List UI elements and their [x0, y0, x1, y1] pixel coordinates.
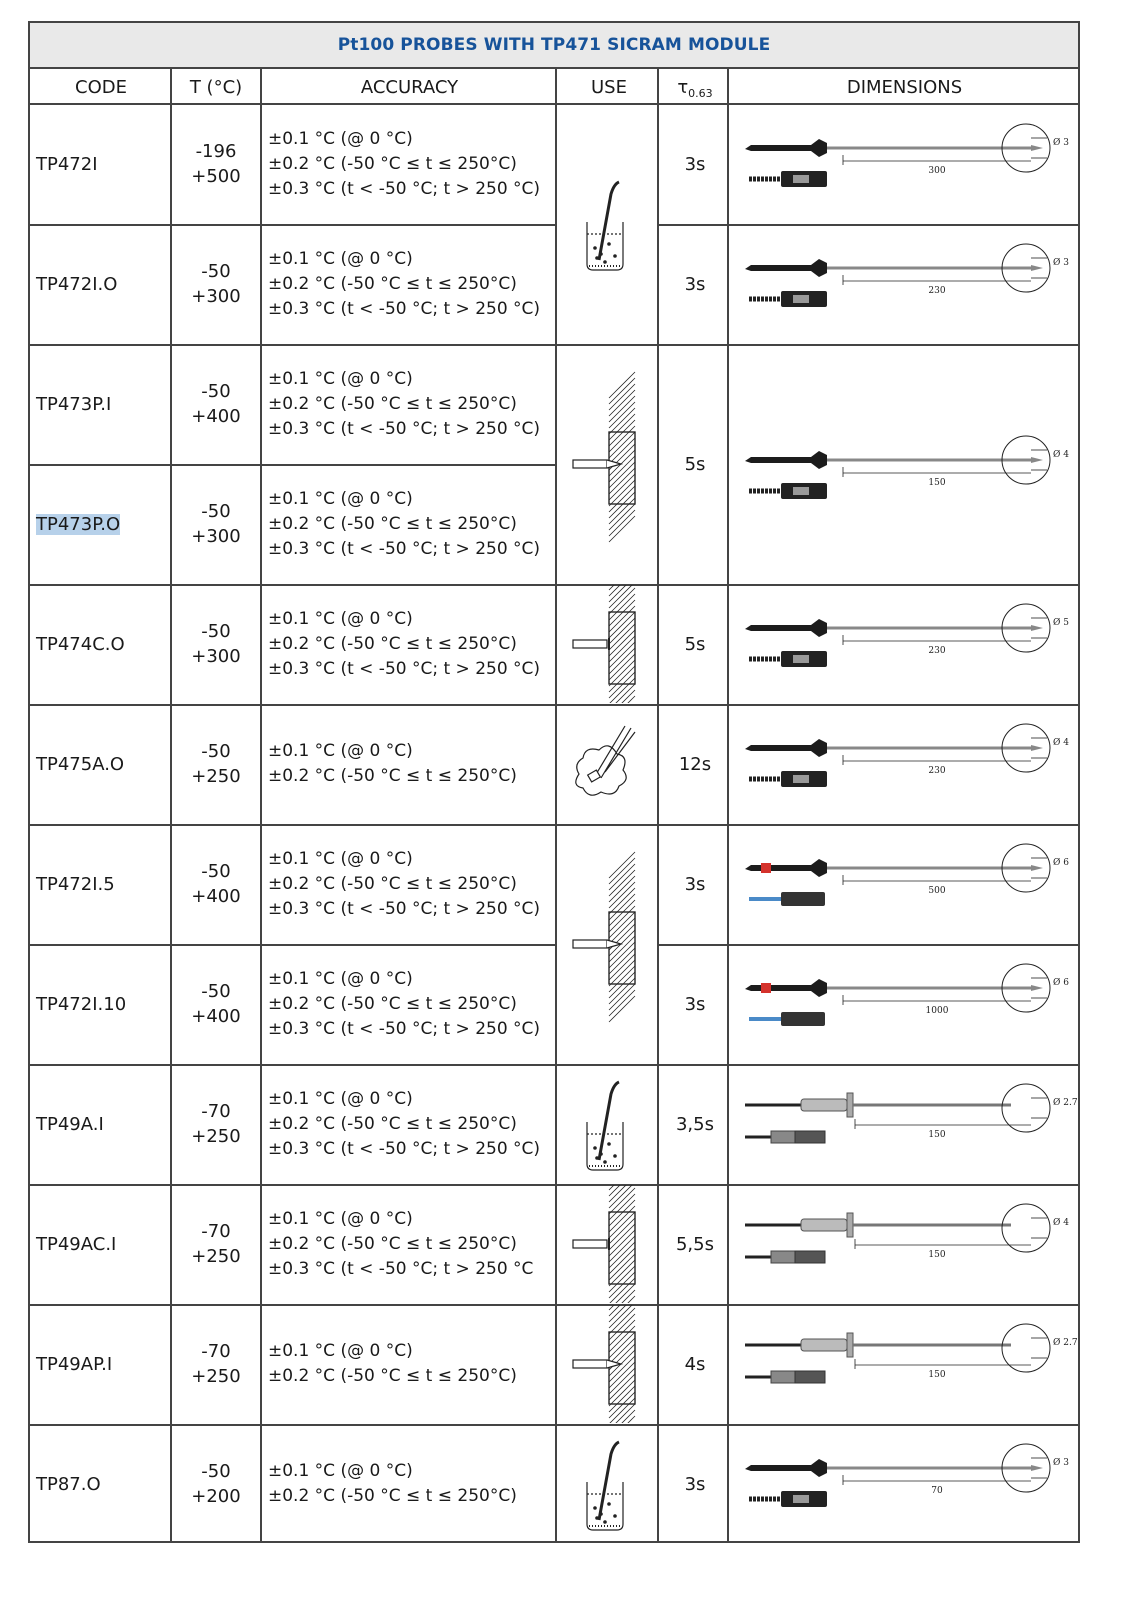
accuracy-line: ±0.2 °C (-50 °C ≤ t ≤ 250°C): [268, 633, 517, 654]
use-pictogram: [559, 1425, 659, 1543]
header-accuracy: ACCURACY: [360, 76, 459, 98]
beaker-immersion-icon: [587, 1082, 623, 1170]
code-cell: [36, 1425, 170, 1543]
dimensions-cell: [731, 1185, 1078, 1303]
accuracy-cell: [268, 705, 556, 823]
diameter-label: Ø 2.7: [1053, 1098, 1078, 1108]
penetration-wall-icon: [573, 1305, 635, 1423]
accuracy-line: ±0.3 °C (t < -50 °C; t > 250 °C): [268, 298, 541, 319]
length-label: 70: [931, 1486, 943, 1496]
temperature-min: -70: [201, 1101, 231, 1122]
connector: [771, 1371, 795, 1383]
temperature-min: -70: [201, 1221, 231, 1242]
temperature-min: -50: [201, 981, 231, 1002]
probe-drawing: [745, 964, 1069, 1026]
temperature-max: +250: [191, 1366, 241, 1387]
accuracy-line: ±0.1 °C (@ 0 °C): [268, 488, 413, 509]
accuracy-line: ±0.3 °C (t < -50 °C; t > 250 °C): [268, 178, 541, 199]
accuracy-cell: [268, 1185, 556, 1303]
accuracy-line: ±0.2 °C (-50 °C ≤ t ≤ 250°C): [268, 873, 517, 894]
header-temperature: T (°C): [189, 76, 243, 98]
tau-cell: 3s: [684, 1473, 706, 1495]
temperature-cell: [172, 825, 260, 943]
accuracy-line: ±0.1 °C (@ 0 °C): [268, 608, 413, 629]
air-gas-icon: [576, 726, 635, 795]
product-code[interactable]: TP473P.I: [36, 393, 112, 415]
connector: [795, 1251, 825, 1263]
temperature-max: +300: [191, 526, 241, 547]
probe-handle: [745, 259, 827, 277]
dimension-drawing: [731, 105, 1078, 223]
temperature-min: -196: [195, 141, 237, 162]
accuracy-line: ±0.3 °C (t < -50 °C; t > 250 °C): [268, 658, 541, 679]
probe-handle: [745, 139, 827, 157]
code-cell: [36, 825, 170, 943]
module-label: [793, 175, 809, 183]
probe-handle: [745, 859, 827, 877]
temperature-max: +250: [191, 766, 241, 787]
probe-drawing: [745, 724, 1069, 787]
use-pictogram: [559, 705, 659, 823]
accuracy-line: ±0.2 °C (-50 °C ≤ t ≤ 250°C): [268, 1233, 517, 1254]
probe-tip: [1031, 625, 1043, 631]
use-cell: [559, 105, 659, 343]
temperature-cell: [172, 1185, 260, 1303]
accuracy-line: ±0.3 °C (t < -50 °C; t > 250 °C: [268, 1258, 534, 1279]
temperature-cell: [172, 585, 260, 703]
temperature-cell: [172, 705, 260, 823]
accuracy-line: ±0.1 °C (@ 0 °C): [268, 1208, 413, 1229]
product-code[interactable]: TP49AP.I: [36, 1353, 113, 1375]
penetration-wall-icon: [573, 372, 635, 542]
code-cell: [36, 105, 170, 223]
length-label: 230: [928, 766, 946, 776]
tau-cell: 5s: [684, 633, 706, 655]
code-cell: [36, 1185, 170, 1303]
use-cell: [559, 705, 659, 823]
header-dimensions: DIMENSIONS: [846, 76, 963, 98]
length-label: 1000: [925, 1006, 949, 1016]
probe-tip: [1031, 265, 1043, 271]
temperature-min: -70: [201, 1341, 231, 1362]
accuracy-line: ±0.2 °C (-50 °C ≤ t ≤ 250°C): [268, 766, 517, 786]
temperature-max: +400: [191, 886, 241, 907]
accuracy-line: ±0.1 °C (@ 0 °C): [268, 1461, 413, 1481]
diameter-label: Ø 4: [1053, 1218, 1069, 1228]
dimensions-cell: [731, 585, 1078, 703]
probe-tip: [1031, 985, 1043, 991]
use-cell: [559, 1305, 659, 1423]
accuracy-line: ±0.1 °C (@ 0 °C): [268, 968, 413, 989]
accuracy-line: ±0.1 °C (@ 0 °C): [268, 368, 413, 389]
beaker-immersion-icon: [587, 182, 623, 270]
tau-cell: 3s: [684, 873, 706, 895]
header-tau: [661, 69, 729, 105]
accuracy-cell: [268, 1305, 556, 1423]
code-cell: [36, 1065, 170, 1183]
probe-handle: [745, 1459, 827, 1477]
module-label: [793, 775, 809, 783]
connector: [771, 1251, 795, 1263]
dimensions-cell: [731, 1425, 1078, 1543]
length-label: 150: [928, 1130, 946, 1140]
knurled-handle: [801, 1099, 847, 1111]
temperature-cell: [172, 105, 260, 223]
tau-cell: 3s: [684, 273, 706, 295]
temperature-cell: [172, 1425, 260, 1543]
code-cell: [36, 705, 170, 823]
use-pictogram: [559, 1305, 659, 1423]
knurled-handle: [801, 1219, 847, 1231]
dimension-drawing: [731, 345, 1078, 583]
diameter-label: Ø 5: [1053, 618, 1069, 628]
use-cell: [559, 585, 659, 703]
temperature-cell: [172, 225, 260, 343]
code-cell: [36, 465, 170, 583]
dimensions-cell: [731, 705, 1078, 823]
accuracy-line: ±0.2 °C (-50 °C ≤ t ≤ 250°C): [268, 1486, 517, 1506]
accuracy-line: ±0.1 °C (@ 0 °C): [268, 741, 413, 761]
temperature-max: +300: [191, 646, 241, 667]
accuracy-cell: [268, 465, 556, 583]
accuracy-line: ±0.1 °C (@ 0 °C): [268, 848, 413, 869]
product-code[interactable]: TP475A.O: [36, 753, 125, 775]
header-use: USE: [591, 76, 627, 98]
probe-tip: [1031, 457, 1043, 463]
accuracy-cell: [268, 345, 556, 463]
product-code[interactable]: TP87.O: [36, 1473, 101, 1495]
temperature-max: +200: [191, 1486, 241, 1507]
diameter-label: Ø 6: [1053, 858, 1069, 868]
accuracy-line: ±0.3 °C (t < -50 °C; t > 250 °C): [268, 418, 541, 439]
probe-drawing: [745, 124, 1069, 187]
diameter-label: Ø 3: [1053, 258, 1069, 268]
connector: [771, 1131, 795, 1143]
accuracy-cell: [268, 585, 556, 703]
temperature-min: -50: [201, 861, 231, 882]
diameter-label: Ø 3: [1053, 138, 1069, 148]
accuracy-line: ±0.3 °C (t < -50 °C; t > 250 °C): [268, 1018, 541, 1039]
handle-collar: [847, 1333, 853, 1357]
product-code[interactable]: TP472I.O: [36, 273, 118, 295]
temperature-cell: [172, 345, 260, 463]
temperature-max: +400: [191, 406, 241, 427]
temperature-cell: [172, 945, 260, 1063]
tau-subscript: 0.63: [688, 86, 713, 100]
accuracy-line: ±0.1 °C (@ 0 °C): [268, 1088, 413, 1109]
product-code[interactable]: TP472I.10: [36, 993, 127, 1015]
handle-collar: [847, 1093, 853, 1117]
accuracy-line: ±0.2 °C (-50 °C ≤ t ≤ 250°C): [268, 993, 517, 1014]
accuracy-line: ±0.2 °C (-50 °C ≤ t ≤ 250°C): [268, 273, 517, 294]
column-divider-temp: [260, 67, 262, 1543]
connector: [795, 1131, 825, 1143]
module-label: [793, 295, 809, 303]
code-cell: [36, 225, 170, 343]
dimension-drawing: [731, 585, 1078, 703]
probe-drawing: [745, 844, 1069, 906]
diameter-label: Ø 2.7: [1053, 1338, 1078, 1348]
tau-cell: 3,5s: [675, 1113, 714, 1135]
accuracy-line: ±0.3 °C (t < -50 °C; t > 250 °C): [268, 538, 541, 559]
temperature-min: -50: [201, 381, 231, 402]
product-code[interactable]: TP473P.O: [36, 513, 121, 535]
tau-cell: 4s: [684, 1353, 706, 1375]
use-cell: [559, 1185, 659, 1303]
use-pictogram: [559, 1065, 659, 1183]
probe-handle: [745, 451, 827, 469]
handle-ring: [761, 863, 771, 873]
knurled-handle: [801, 1339, 847, 1351]
diameter-label: Ø 4: [1053, 738, 1069, 748]
probe-table: [28, 21, 1080, 1543]
use-pictogram: [559, 825, 659, 1063]
beaker-immersion-icon: [587, 1442, 623, 1530]
accuracy-cell: [268, 1425, 556, 1543]
tau-cell: 5s: [684, 453, 706, 475]
probe-drawing: [745, 1084, 1078, 1143]
accuracy-cell: [268, 1065, 556, 1183]
module-label: [793, 1495, 809, 1503]
probe-handle: [745, 979, 827, 997]
temperature-min: -50: [201, 1461, 231, 1482]
code-cell: [36, 345, 170, 463]
surface-contact-icon: [573, 585, 635, 703]
diameter-label: Ø 6: [1053, 978, 1069, 988]
tau-cell: 3s: [684, 993, 706, 1015]
accuracy-line: ±0.2 °C (-50 °C ≤ t ≤ 250°C): [268, 513, 517, 534]
code-cell: [36, 585, 170, 703]
length-label: 230: [928, 286, 946, 296]
temperature-max: +250: [191, 1126, 241, 1147]
header-code: CODE: [75, 76, 127, 98]
use-pictogram: [559, 345, 659, 583]
accuracy-cell: [268, 105, 556, 223]
use-cell: [559, 1065, 659, 1183]
accuracy-cell: [268, 945, 556, 1063]
accuracy-line: ±0.3 °C (t < -50 °C; t > 250 °C): [268, 898, 541, 919]
probe-drawing: [745, 244, 1069, 307]
probe-tip: [1031, 145, 1043, 151]
length-label: 150: [928, 1370, 946, 1380]
accuracy-line: ±0.1 °C (@ 0 °C): [268, 128, 413, 149]
accuracy-cell: [268, 825, 556, 943]
length-label: 230: [928, 646, 946, 656]
dimensions-cell: [731, 825, 1078, 943]
probe-handle: [745, 619, 827, 637]
dimensions-cell: [731, 105, 1078, 223]
accuracy-line: ±0.2 °C (-50 °C ≤ t ≤ 250°C): [268, 1366, 517, 1386]
probe-drawing: [745, 604, 1069, 667]
dimension-drawing: [731, 825, 1078, 943]
dimension-drawing: [731, 225, 1078, 343]
product-code[interactable]: TP472I: [36, 153, 98, 175]
use-pictogram: [559, 105, 659, 343]
probe-drawing: [745, 1324, 1078, 1383]
penetration-wall-icon: [573, 852, 635, 1022]
dimension-drawing: [731, 1425, 1078, 1543]
dimension-drawing: [731, 1305, 1078, 1423]
accuracy-line: ±0.1 °C (@ 0 °C): [268, 1341, 413, 1361]
sicram-module: [781, 892, 825, 906]
table-title: Pt100 PROBES WITH TP471 SICRAM MODULE: [30, 23, 1078, 69]
dimensions-cell: [731, 1305, 1078, 1423]
tau-cell: 5,5s: [675, 1233, 714, 1255]
product-code[interactable]: TP474C.O: [36, 633, 125, 655]
diameter-label: Ø 3: [1053, 1458, 1069, 1468]
probe-tip: [1031, 745, 1043, 751]
accuracy-cell: [268, 225, 556, 343]
length-label: 300: [928, 166, 946, 176]
probe-drawing: [745, 436, 1069, 499]
temperature-max: +500: [191, 166, 241, 187]
probe-drawing: [745, 1204, 1069, 1263]
accuracy-line: ±0.3 °C (t < -50 °C; t > 250 °C): [268, 1138, 541, 1159]
tau-cell: 3s: [684, 153, 706, 175]
temperature-max: +400: [191, 1006, 241, 1027]
use-pictogram: [559, 585, 659, 703]
surface-contact-icon: [573, 1185, 635, 1303]
dimension-drawing: [731, 945, 1078, 1063]
accuracy-line: ±0.2 °C (-50 °C ≤ t ≤ 250°C): [268, 393, 517, 414]
probe-handle: [745, 739, 827, 757]
temperature-max: +250: [191, 1246, 241, 1267]
temperature-cell: [172, 465, 260, 583]
length-label: 150: [928, 478, 946, 488]
dimension-drawing: [731, 1185, 1078, 1303]
product-code[interactable]: TP472I.5: [36, 873, 115, 895]
temperature-max: +300: [191, 286, 241, 307]
handle-ring: [761, 983, 771, 993]
probe-tip: [1031, 1465, 1043, 1471]
product-code[interactable]: TP49A.I: [36, 1113, 104, 1135]
accuracy-line: ±0.2 °C (-50 °C ≤ t ≤ 250°C): [268, 153, 517, 174]
temperature-min: -50: [201, 741, 231, 762]
dimension-drawing: [731, 1065, 1078, 1183]
product-code[interactable]: TP49AC.I: [36, 1233, 117, 1255]
use-cell: [559, 825, 659, 1063]
probe-drawing: [745, 1444, 1069, 1507]
use-cell: [559, 345, 659, 583]
temperature-cell: [172, 1305, 260, 1423]
sicram-module: [781, 1012, 825, 1026]
code-cell: [36, 1305, 170, 1423]
dimensions-cell: [731, 945, 1078, 1063]
dimensions-cell: [731, 225, 1078, 343]
temperature-min: -50: [201, 261, 231, 282]
tau-symbol: τ: [677, 76, 689, 98]
diameter-label: Ø 4: [1053, 450, 1069, 460]
temperature-cell: [172, 1065, 260, 1183]
module-label: [793, 487, 809, 495]
dimensions-cell: [731, 345, 1078, 583]
handle-collar: [847, 1213, 853, 1237]
accuracy-line: ±0.2 °C (-50 °C ≤ t ≤ 250°C): [268, 1113, 517, 1134]
length-label: 150: [928, 1250, 946, 1260]
probe-tip: [1031, 865, 1043, 871]
code-cell: [36, 945, 170, 1063]
use-pictogram: [559, 1185, 659, 1303]
temperature-min: -50: [201, 621, 231, 642]
tau-cell: 12s: [678, 753, 712, 775]
length-label: 500: [928, 886, 946, 896]
connector: [795, 1371, 825, 1383]
module-label: [793, 655, 809, 663]
dimension-drawing: [731, 705, 1078, 823]
use-cell: [559, 1425, 659, 1543]
dimensions-cell: [731, 1065, 1078, 1183]
temperature-min: -50: [201, 501, 231, 522]
accuracy-line: ±0.1 °C (@ 0 °C): [268, 248, 413, 269]
